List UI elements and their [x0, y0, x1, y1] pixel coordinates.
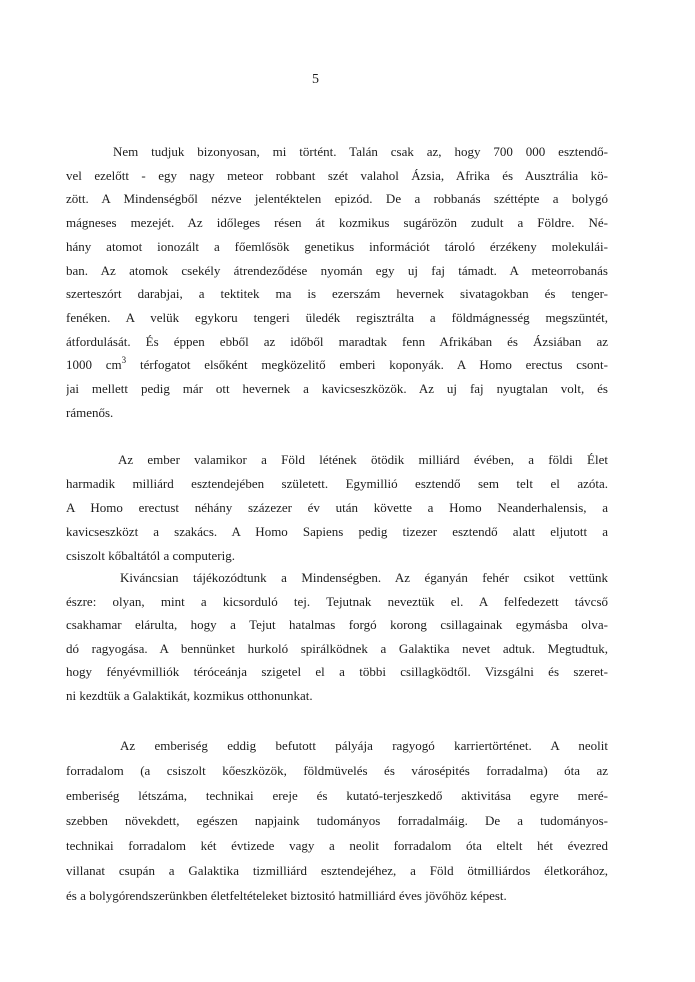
text-line: hogy fényévmilliók téróceánja szigetel el a többi csillagködtől. Vizsgálni és szeret- — [66, 664, 608, 680]
text-line: és a bolygórendszerünkben életfeltételeket biztositó hatmilliárd éves jövőhöz képest. — [66, 888, 507, 903]
text-line — [66, 353, 608, 377]
text-line: észre: olyan, mint a kicsorduló tej. Tejutnak neveztük el. A felfedezett távcső — [66, 593, 608, 609]
text-line: ban. Az atomok csekély átrendeződése nyomán egy uj faj támadt. A meteorrobanás — [66, 262, 608, 278]
text-line: harmadik milliárd esztendejében született. Egymillió esztendő sem telt el azóta. — [66, 476, 608, 491]
text-line: kavicseszközt a szakács. A Homo Sapiens pedig tizezer esztendő alatt eljutott a — [66, 524, 608, 539]
text-line: Az ember valamikor a Föld létének ötödik milliárd évében, a földi Élet — [118, 452, 608, 467]
text-line: technikai forradalom két évtizede vagy a neolit forradalom óta eltelt hét évezred — [66, 838, 608, 853]
paragraph-1 — [66, 140, 608, 424]
text-segment: térfogatot elsőként megközelitő emberi koponyák. A Homo erectus csont- — [126, 357, 608, 373]
text-line: Nem tudjuk bizonyosan, mi történt. Talán csak az, hogy 700 000 esztendő- — [113, 144, 608, 159]
page-number: 5 — [312, 72, 319, 87]
paragraph-2 — [66, 448, 608, 568]
paragraph-3 — [66, 566, 608, 708]
text-line: A Homo erectust néhány százezer év után követte a Homo Neanderhalensis, a — [66, 500, 608, 515]
text-line: csakhamar elárulta, hogy a Tejut hatalmas forgó korong csillagainak egymásba olva- — [66, 617, 608, 633]
text-line: Az emberiség eddig befutott pályája ragyogó karriertörténet. A neolit — [120, 738, 608, 753]
text-line: villanat csupán a Galaktika tizmilliárd esztendejéhez, a Föld ötmilliárdos életkorához, — [66, 863, 608, 878]
paragraph-4 — [66, 733, 608, 908]
text-segment: 1000 cm — [66, 357, 122, 373]
text-line: fenéken. A velük egykoru tengeri üledék regisztrálta a földmágnesség megszüntét, — [66, 309, 608, 325]
text-line: emberiség létszáma, technikai ereje és kutató-terjeszkedő aktivitása egyre meré- — [66, 788, 608, 803]
superscript: 3 — [121, 355, 127, 366]
text-line: jai mellett pedig már ott hevernek a kavicseszközök. Az uj faj nyugtalan volt, és — [66, 381, 608, 397]
text-line: csiszolt kőbaltától a computerig. — [66, 548, 235, 563]
text-line: ni kezdtük a Galaktikát, kozmikus otthonunkat. — [66, 687, 313, 703]
text-line: Kiváncsian tájékozódtunk a Mindenségben. Az éganyán fehér csikot vettünk — [120, 570, 608, 585]
text-line: átfordulását. És éppen ebből az időből maradtak fenn Afrikában és Ázsiában az — [66, 333, 608, 349]
text-line: hány atomot ionozált a főemlősök genetikus információt tároló érzékeny molekulái- — [66, 238, 608, 254]
text-line: mágneses mezejét. Az időleges résen át kozmikus sugárözön zudult a Földre. Né- — [66, 215, 608, 231]
text-line: szebben növekdett, egészen napjaink tudományos forradalmáig. De a tudományos- — [66, 813, 608, 828]
text-line: forradalom (a csiszolt kőeszközök, földmüvelés és városépités forradalma) óta az — [66, 763, 608, 778]
text-line: vel ezelőtt - egy nagy meteor robbant szét valahol Ázsia, Afrika és Ausztrália kö- — [66, 167, 608, 183]
text-line: rámenős. — [66, 404, 114, 420]
text-line: szerteszórt darabjai, a tektitek ma is ezerszám hevernek sivatagokban és tenger- — [66, 286, 608, 302]
text-line: zött. A Mindenségből nézve jelentéktelen epizód. De a robbanás széttépte a bolygó — [66, 191, 608, 207]
text-line: dó ragyogása. A bennünket hurkoló spirálködnek a Galaktika nevet adtuk. Megtudtuk, — [66, 640, 608, 656]
